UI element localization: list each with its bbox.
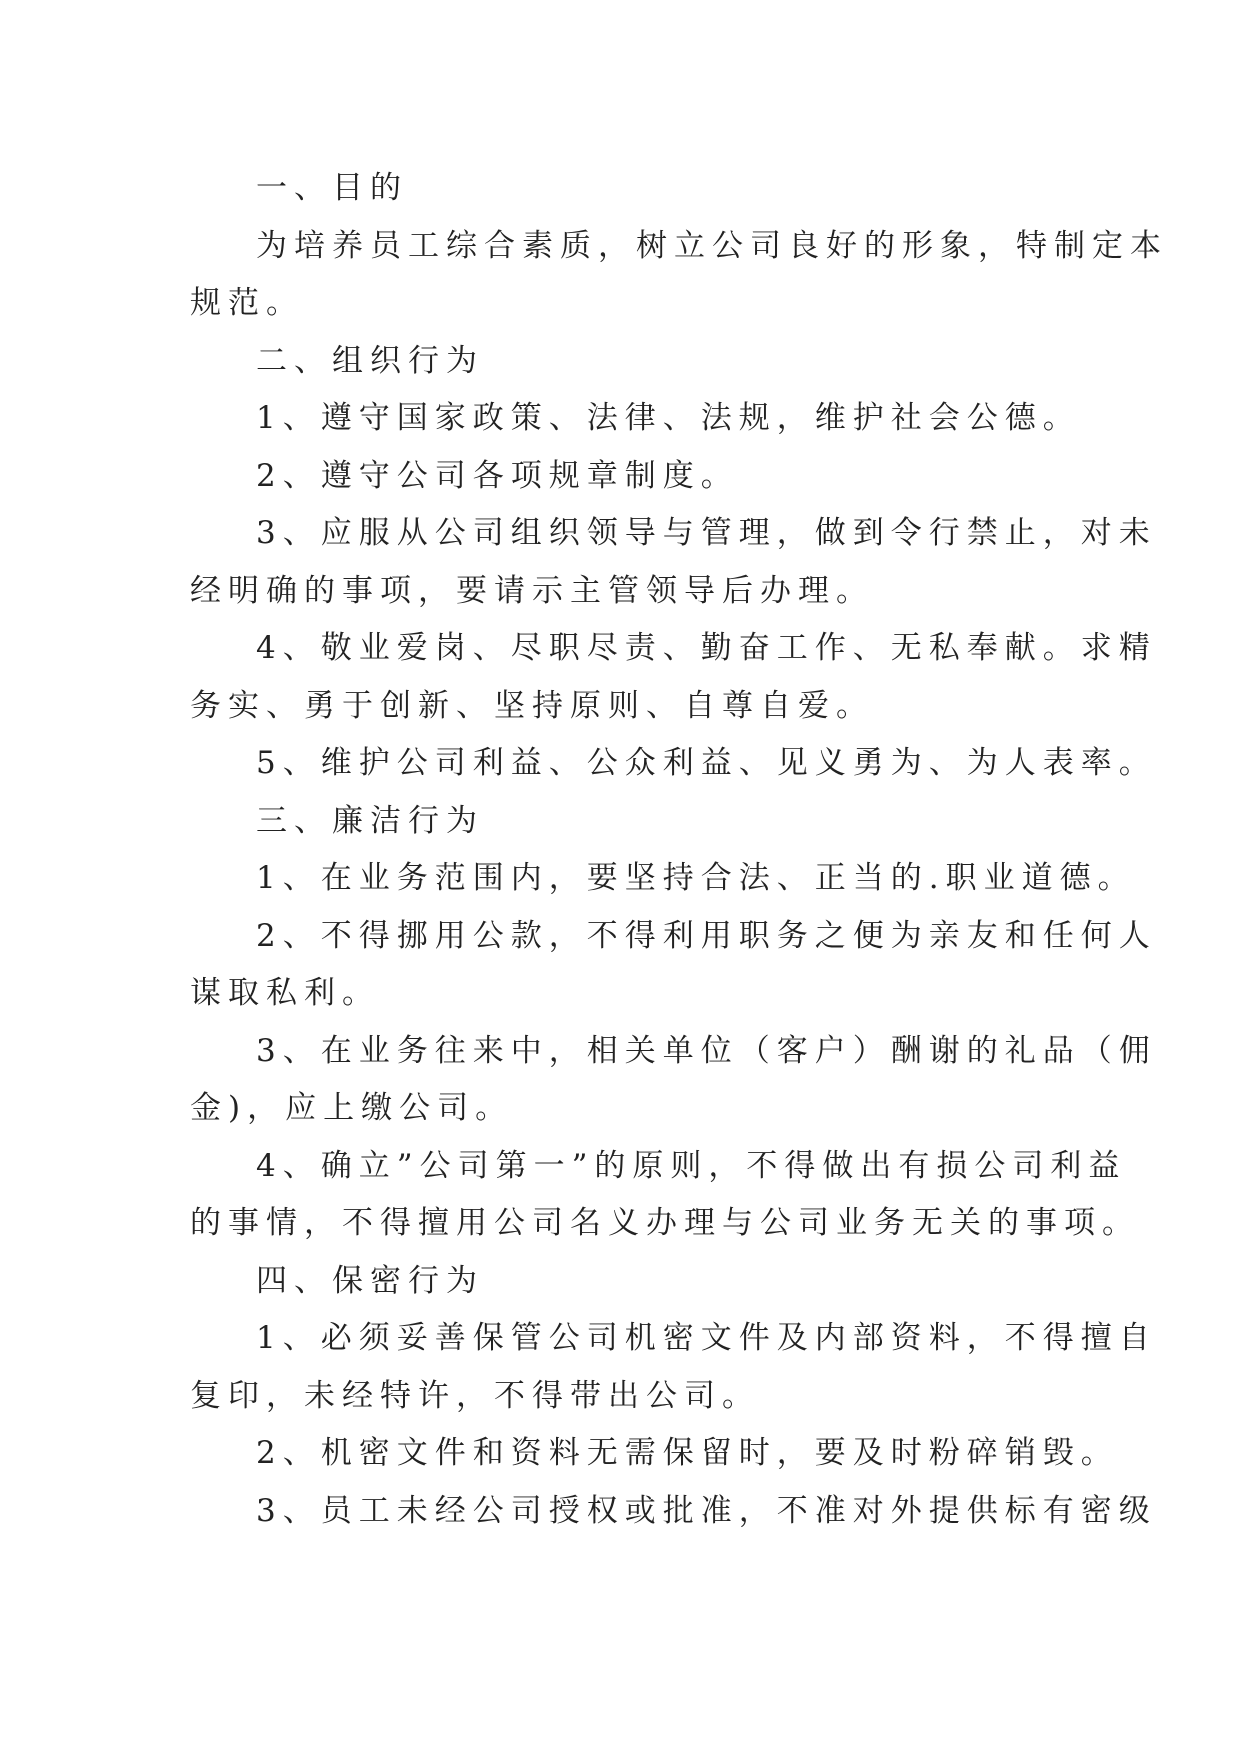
list-item: 2、机密文件和资料无需保留时，要及时粉碎销毁。 bbox=[256, 1435, 1119, 1471]
section-heading-confidentiality: 四、保密行为 bbox=[256, 1262, 484, 1299]
list-item: 2、不得挪用公款，不得利用职务之便为亲友和任何人 bbox=[256, 917, 1157, 954]
list-item: 1、遵守国家政策、法律、法规，维护社会公德。 bbox=[256, 400, 1081, 436]
section-heading-purpose: 一、目的 bbox=[256, 170, 408, 206]
document-page bbox=[190, 160, 1168, 1700]
list-item: 3、在业务往来中，相关单位（客户）酬谢的礼品（佣 bbox=[256, 1032, 1157, 1069]
paragraph-line: 规范。 bbox=[190, 285, 304, 321]
list-item: 2、遵守公司各项规章制度。 bbox=[256, 457, 739, 494]
list-item-continuation: 务实、勇于创新、坚持原则、自尊自爱。 bbox=[190, 687, 874, 724]
section-heading-integrity: 三、廉洁行为 bbox=[256, 802, 484, 839]
list-item-continuation: 谋取私利。 bbox=[190, 975, 380, 1011]
section-heading-organization: 二、组织行为 bbox=[256, 342, 484, 379]
list-item-continuation: 经明确的事项，要请示主管领导后办理。 bbox=[190, 572, 874, 609]
list-item: 3、员工未经公司授权或批准，不准对外提供标有密级 bbox=[256, 1492, 1157, 1529]
list-item: 1、必须妥善保管公司机密文件及内部资料，不得擅自 bbox=[256, 1320, 1157, 1356]
list-item: 5、维护公司利益、公众利益、见义勇为、为人表率。 bbox=[256, 745, 1157, 781]
list-item: 1、在业务范围内，要坚持合法、正当的.职业道德。 bbox=[256, 860, 1136, 896]
list-item-continuation: 复印，未经特许，不得带出公司。 bbox=[190, 1377, 760, 1414]
list-item-continuation: 的事情，不得擅用公司名义办理与公司业务无关的事项。 bbox=[190, 1205, 1140, 1241]
paragraph-line: 为培养员工综合素质，树立公司良好的形象，特制定本 bbox=[256, 227, 1168, 264]
list-item: 4、确立”公司第一”的原则，不得做出有损公司利益 bbox=[256, 1147, 1127, 1184]
list-item: 4、敬业爱岗、尽职尽责、勤奋工作、无私奉献。求精 bbox=[256, 630, 1157, 666]
list-item: 3、应服从公司组织领导与管理，做到令行禁止，对未 bbox=[256, 515, 1157, 551]
list-item-continuation: 金)，应上缴公司。 bbox=[190, 1090, 514, 1126]
